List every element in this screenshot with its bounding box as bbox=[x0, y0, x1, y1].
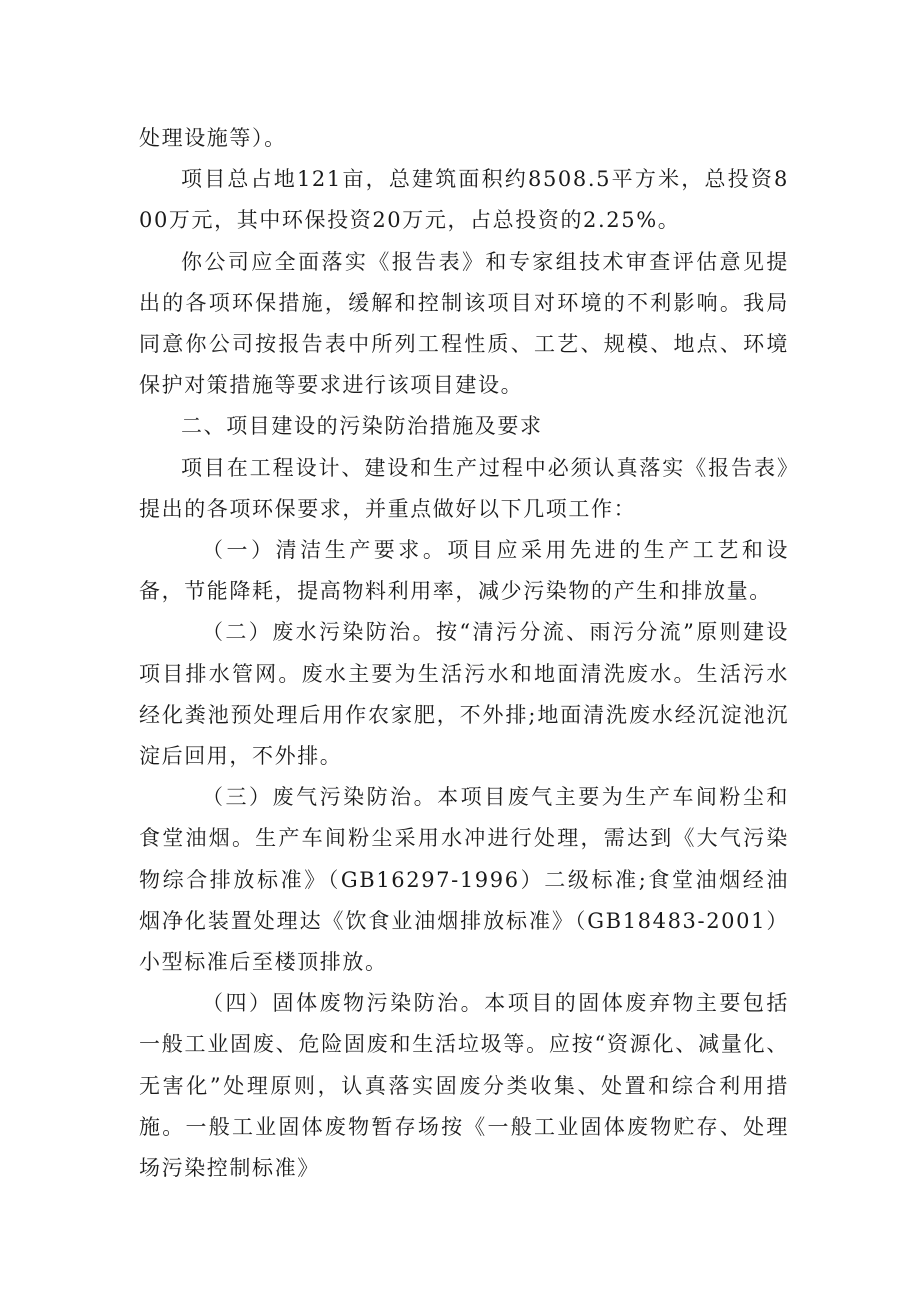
section-heading: 二、项目建设的污染防治措施及要求 bbox=[181, 414, 543, 439]
paragraph-exhaust-gas: （三）废气污染防治。本项目废气主要为生产车间粉尘和食堂油烟。生产车间粉尘采用水冲进行处理，需达到《大气污染物综合排放标准》（GB16297-1996）二级标准;食堂油烟经油烟净化装置处理达《饮食业油烟排放标准》（GB18483-2001）小型标准后至楼顶排放。 bbox=[139, 785, 789, 975]
paragraph-wastewater: （二）废水污染防治。按“清污分流、雨污分流”原则建设项目排水管网。废水主要为生活污水和地面清洗废水。生活污水经化粪池预处理后用作农家肥，不外排;地面清洗废水经沉淀池沉淀后回用，不外排。 bbox=[139, 620, 789, 769]
paragraph-approval: 你公司应全面落实《报告表》和专家组技术审查评估意见提出的各项环保措施，缓解和控制该项目对环境的不利影响。我局同意你公司按报告表中所列工程性质、工艺、规模、地点、环境保护对策措施等要求进行该项目建设。 bbox=[139, 249, 789, 398]
paragraph-requirements-intro: 项目在工程设计、建设和生产过程中必须认真落实《报告表》提出的各项环保要求，并重点做好以下几项工作： bbox=[139, 455, 789, 521]
paragraph-project-scale: 项目总占地121亩，总建筑面积约8508.5平方米，总投资800万元，其中环保投资20万元，占总投资的2.25%。 bbox=[139, 167, 789, 233]
paragraph-clean-production: （一）清洁生产要求。项目应采用先进的生产工艺和设备，节能降耗，提高物料利用率，减少污染物的产生和排放量。 bbox=[139, 538, 789, 604]
paragraph-continuation: 处理设施等）。 bbox=[139, 126, 287, 150]
paragraph-solid-waste: （四）固体废物污染防治。本项目的固体废弃物主要包括一般工业固废、危险固废和生活垃圾等。应按“资源化、减量化、无害化”处理原则，认真落实固废分类收集、处置和综合利用措施。一般工业固体废物暂存场按《一般工业固体废物贮存、处理场污染控制标准》 bbox=[139, 991, 789, 1181]
document-body bbox=[139, 118, 789, 1189]
